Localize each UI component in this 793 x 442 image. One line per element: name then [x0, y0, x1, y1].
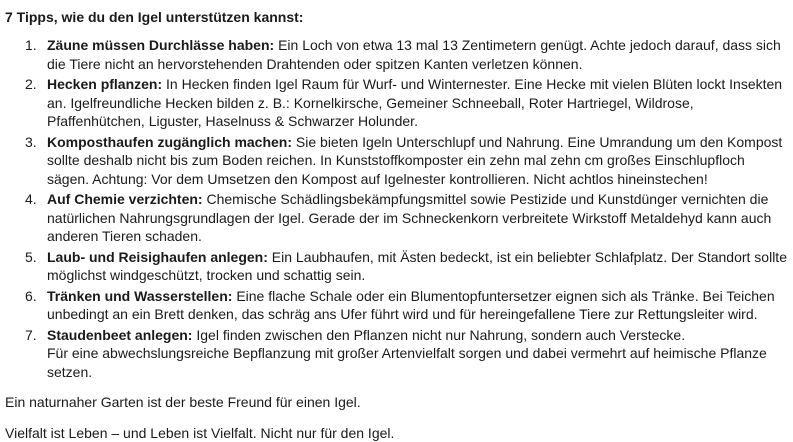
tip-number: 4. [25, 191, 37, 207]
tip-title: Hecken pflanzen: [47, 76, 163, 92]
tip-title: Zäune müssen Durchlässe haben: [47, 37, 275, 53]
tip-text: In Hecken finden Igel Raum für Wurf- und Winternester. Eine Hecke mit vielen Blüten lockt Insekten an. Igelfreundliche Hecken bilden z. B.: Kornelkirsche, Gemeiner Schneeball, Roter Hartriegel, Wildrose, Pfaffenhütchen, Liguster, Haselnuss & Schwarzer Holunder. [47, 76, 783, 129]
tip-item-4 [25, 190, 787, 246]
tip-text: Sie bieten Igeln Unterschlupf und Nahrung. Eine Umrandung um den Kompost sollte deshalb nicht bis zum Boden reichen. In Kunststoffkomposter ein zehn mal zehn cm großes Einschlupfloch sägen. Achtung: Vor dem Umsetzen den Kompost auf Igelnester kontrollieren. Nicht achtlos hineinstechen! [47, 133, 783, 187]
tip-title: Auf Chemie verzichten: [47, 191, 203, 207]
tip-title: Staudenbeet anlegen: [47, 326, 193, 343]
tip-number: 3. [25, 133, 37, 150]
tip-item-7 [25, 326, 787, 382]
tip-number: 2. [25, 76, 37, 92]
tips-heading: 7 Tipps, wie du den Igel unterstützen kannst: [5, 9, 304, 25]
tip-item-1 [25, 36, 787, 73]
tip-text: Chemische Schädlingsbekämpfungsmittel sowie Pestizide und Kunstdünger vernichten die natürlichen Nahrungsgrundlagen der Igel. Gerade der im Schneckenkorn verbreitete Wirkstoff Metaldehyd kann auch anderen Tieren schaden. [47, 191, 772, 244]
tip-text: Eine flache Schale oder ein Blumentopfuntersetzer eignen sich als Tränke. Bei Teichen unbedingt an ein Brett denken, das schräg ans Ufer führt wird und für hereingefallene Tiere zur Rettungsleiter wird. [47, 287, 775, 322]
tip-title: Komposthaufen zugänglich machen: [47, 133, 293, 150]
tip-text: Ein Loch von etwa 13 mal 13 Zentimetern genügt. Achte jedoch darauf, dass sich die Tiere nicht an hervorstehenden Drahtenden oder spitzen Kanten verletzen können. [47, 37, 781, 72]
tip-title: Tränken und Wasserstellen: [47, 287, 233, 304]
closing-paragraph-1: Ein naturnaher Garten ist der beste Freund für einen Igel. [5, 394, 361, 410]
tip-number: 1. [25, 37, 37, 53]
tip-extra-text: Für eine abwechslungsreiche Bepflanzung mit großer Artenvielfalt sorgen und dabei vermehrt auf heimische Pflanze setzen. [47, 345, 767, 380]
tips-list [5, 36, 787, 381]
closing-paragraph-2: Vielfalt ist Leben – und Leben ist Vielfalt. Nicht nur für den Igel. [5, 425, 395, 441]
tip-item-3 [25, 133, 787, 189]
tip-item-2 [25, 75, 787, 131]
tip-number: 6. [25, 287, 37, 304]
tip-number: 7. [25, 326, 37, 343]
tip-number: 5. [25, 248, 37, 265]
tip-title: Laub- und Reisighaufen anlegen: [47, 248, 268, 265]
tip-item-5 [25, 248, 787, 285]
tip-item-6 [25, 287, 787, 324]
tip-text: Igel finden zwischen den Pflanzen nicht nur Nahrung, sondern auch Verstecke. [192, 326, 686, 343]
tip-text: Ein Laubhaufen, mit Ästen bedeckt, ist ein beliebter Schlafplatz. Der Standort sollte möglichst windgeschützt, trocken und schattig sein. [47, 248, 787, 283]
